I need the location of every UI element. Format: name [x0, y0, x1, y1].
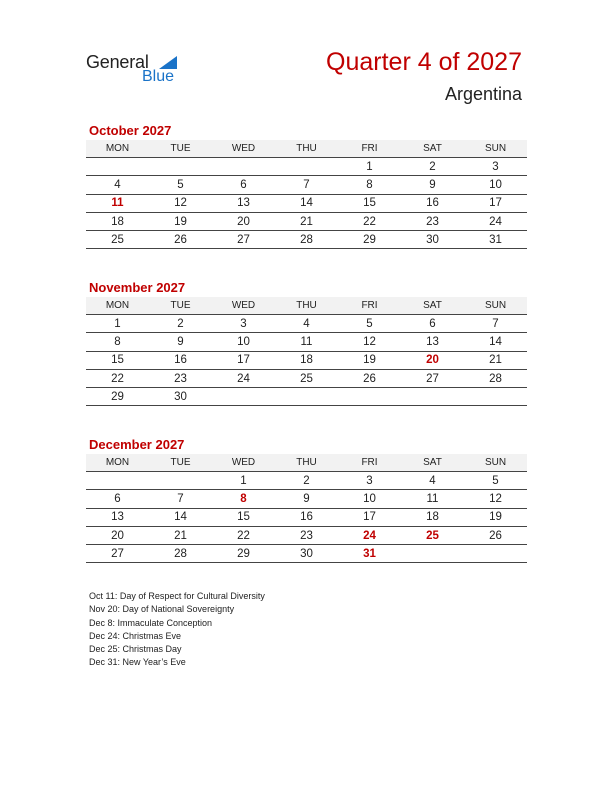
holiday-notes — [89, 590, 265, 670]
day-cell: 5 — [149, 176, 212, 194]
empty-cell — [464, 388, 527, 406]
day-cell: 31 — [464, 231, 527, 249]
day-cell: 9 — [149, 333, 212, 351]
calendar-grid — [86, 297, 527, 406]
day-cell: 16 — [149, 351, 212, 369]
day-cell: 29 — [86, 388, 149, 406]
week-row — [86, 176, 527, 194]
weekday-header: SUN — [464, 297, 527, 315]
day-cell: 19 — [149, 212, 212, 230]
day-cell: 31 — [338, 545, 401, 563]
day-cell: 14 — [275, 194, 338, 212]
weekday-header: THU — [275, 140, 338, 158]
holiday-note: Dec 25: Christmas Day — [89, 644, 182, 655]
empty-cell — [275, 158, 338, 176]
day-cell: 6 — [86, 490, 149, 508]
day-cell: 4 — [86, 176, 149, 194]
day-cell: 17 — [212, 351, 275, 369]
day-cell: 15 — [338, 194, 401, 212]
holiday-note: Dec 31: New Year’s Eve — [89, 657, 186, 668]
month-november — [86, 279, 527, 406]
week-row — [86, 545, 527, 563]
weekday-header: THU — [275, 454, 338, 472]
day-cell: 26 — [149, 231, 212, 249]
week-row — [86, 333, 527, 351]
day-cell: 10 — [212, 333, 275, 351]
day-cell: 13 — [212, 194, 275, 212]
month-title: October 2027 — [89, 123, 172, 138]
day-cell: 23 — [401, 212, 464, 230]
day-cell: 28 — [149, 545, 212, 563]
day-cell: 3 — [338, 472, 401, 490]
weekday-header: THU — [275, 297, 338, 315]
day-cell: 1 — [212, 472, 275, 490]
day-cell: 11 — [275, 333, 338, 351]
day-cell: 20 — [86, 526, 149, 544]
day-cell: 19 — [464, 508, 527, 526]
day-cell: 14 — [464, 333, 527, 351]
day-cell: 22 — [212, 526, 275, 544]
day-cell: 1 — [86, 315, 149, 333]
day-cell: 10 — [464, 176, 527, 194]
day-cell: 13 — [401, 333, 464, 351]
day-cell: 7 — [464, 315, 527, 333]
weekday-header: WED — [212, 297, 275, 315]
day-cell: 12 — [149, 194, 212, 212]
day-cell: 21 — [149, 526, 212, 544]
day-cell: 30 — [149, 388, 212, 406]
weekday-header: SUN — [464, 140, 527, 158]
empty-cell — [149, 158, 212, 176]
day-cell: 22 — [86, 369, 149, 387]
day-cell: 21 — [275, 212, 338, 230]
day-cell: 20 — [212, 212, 275, 230]
day-cell: 2 — [149, 315, 212, 333]
day-cell: 26 — [464, 526, 527, 544]
day-cell: 29 — [212, 545, 275, 563]
empty-cell — [149, 472, 212, 490]
weekday-header: SAT — [401, 454, 464, 472]
empty-cell — [275, 388, 338, 406]
day-cell: 27 — [86, 545, 149, 563]
calendar-grid — [86, 454, 527, 563]
day-cell: 25 — [275, 369, 338, 387]
day-cell: 2 — [401, 158, 464, 176]
weekday-header: MON — [86, 297, 149, 315]
day-cell: 17 — [338, 508, 401, 526]
day-cell: 3 — [464, 158, 527, 176]
day-cell: 23 — [149, 369, 212, 387]
empty-cell — [212, 388, 275, 406]
week-row — [86, 526, 527, 544]
day-cell: 21 — [464, 351, 527, 369]
weekday-header: WED — [212, 454, 275, 472]
day-cell: 22 — [338, 212, 401, 230]
week-row — [86, 490, 527, 508]
day-cell: 1 — [338, 158, 401, 176]
day-cell: 4 — [275, 315, 338, 333]
day-cell: 6 — [212, 176, 275, 194]
day-cell: 7 — [275, 176, 338, 194]
day-cell: 11 — [401, 490, 464, 508]
day-cell: 16 — [275, 508, 338, 526]
day-cell: 17 — [464, 194, 527, 212]
week-row — [86, 231, 527, 249]
day-cell: 27 — [212, 231, 275, 249]
empty-cell — [86, 158, 149, 176]
empty-cell — [212, 158, 275, 176]
day-cell: 4 — [401, 472, 464, 490]
week-row — [86, 388, 527, 406]
day-cell: 5 — [338, 315, 401, 333]
day-cell: 14 — [149, 508, 212, 526]
logo-word-general: General — [86, 52, 149, 72]
calendar-grid — [86, 140, 527, 249]
week-row — [86, 194, 527, 212]
empty-cell — [338, 388, 401, 406]
day-cell: 27 — [401, 369, 464, 387]
day-cell: 24 — [464, 212, 527, 230]
page-title: Quarter 4 of 2027 — [326, 48, 522, 76]
day-cell: 12 — [338, 333, 401, 351]
empty-cell — [401, 388, 464, 406]
day-cell: 9 — [275, 490, 338, 508]
day-cell: 29 — [338, 231, 401, 249]
weekday-header: SAT — [401, 297, 464, 315]
month-october — [86, 122, 527, 249]
month-title: November 2027 — [89, 280, 186, 295]
holiday-note: Dec 8: Immaculate Conception — [89, 617, 213, 628]
day-cell: 18 — [86, 212, 149, 230]
month-december — [86, 436, 527, 563]
day-cell: 24 — [338, 526, 401, 544]
weekday-header: SUN — [464, 454, 527, 472]
brand-logo — [86, 52, 186, 92]
weekday-header: TUE — [149, 297, 212, 315]
day-cell: 28 — [275, 231, 338, 249]
day-cell: 26 — [338, 369, 401, 387]
empty-cell — [401, 545, 464, 563]
day-cell: 6 — [401, 315, 464, 333]
day-cell: 3 — [212, 315, 275, 333]
day-cell: 13 — [86, 508, 149, 526]
day-cell: 8 — [86, 333, 149, 351]
day-cell: 20 — [401, 351, 464, 369]
week-row — [86, 472, 527, 490]
weekday-header: WED — [212, 140, 275, 158]
day-cell: 9 — [401, 176, 464, 194]
day-cell: 12 — [464, 490, 527, 508]
weekday-header: TUE — [149, 140, 212, 158]
day-cell: 25 — [86, 231, 149, 249]
day-cell: 30 — [275, 545, 338, 563]
day-cell: 24 — [212, 369, 275, 387]
country-name: Argentina — [444, 84, 522, 104]
day-cell: 25 — [401, 526, 464, 544]
weekday-header: SAT — [401, 140, 464, 158]
day-cell: 8 — [338, 176, 401, 194]
weekday-header: FRI — [338, 297, 401, 315]
day-cell: 2 — [275, 472, 338, 490]
weekday-header: FRI — [338, 140, 401, 158]
day-cell: 15 — [86, 351, 149, 369]
day-cell: 30 — [401, 231, 464, 249]
weekday-header: TUE — [149, 454, 212, 472]
day-cell: 11 — [86, 194, 149, 212]
day-cell: 5 — [464, 472, 527, 490]
day-cell: 18 — [275, 351, 338, 369]
holiday-note: Dec 24: Christmas Eve — [89, 630, 182, 641]
empty-cell — [464, 545, 527, 563]
day-cell: 10 — [338, 490, 401, 508]
day-cell: 18 — [401, 508, 464, 526]
week-row — [86, 315, 527, 333]
day-cell: 23 — [275, 526, 338, 544]
empty-cell — [86, 472, 149, 490]
week-row — [86, 212, 527, 230]
day-cell: 28 — [464, 369, 527, 387]
week-row — [86, 158, 527, 176]
holiday-note: Nov 20: Day of National Sovereignty — [89, 604, 235, 615]
day-cell: 8 — [212, 490, 275, 508]
day-cell: 15 — [212, 508, 275, 526]
month-title: December 2027 — [89, 437, 185, 452]
weekday-header: MON — [86, 454, 149, 472]
logo-word-blue: Blue — [142, 68, 175, 85]
week-row — [86, 351, 527, 369]
day-cell: 19 — [338, 351, 401, 369]
weekday-header: FRI — [338, 454, 401, 472]
week-row — [86, 508, 527, 526]
day-cell: 7 — [149, 490, 212, 508]
week-row — [86, 369, 527, 387]
weekday-header: MON — [86, 140, 149, 158]
holiday-note: Oct 11: Day of Respect for Cultural Diversity — [89, 591, 265, 601]
day-cell: 16 — [401, 194, 464, 212]
